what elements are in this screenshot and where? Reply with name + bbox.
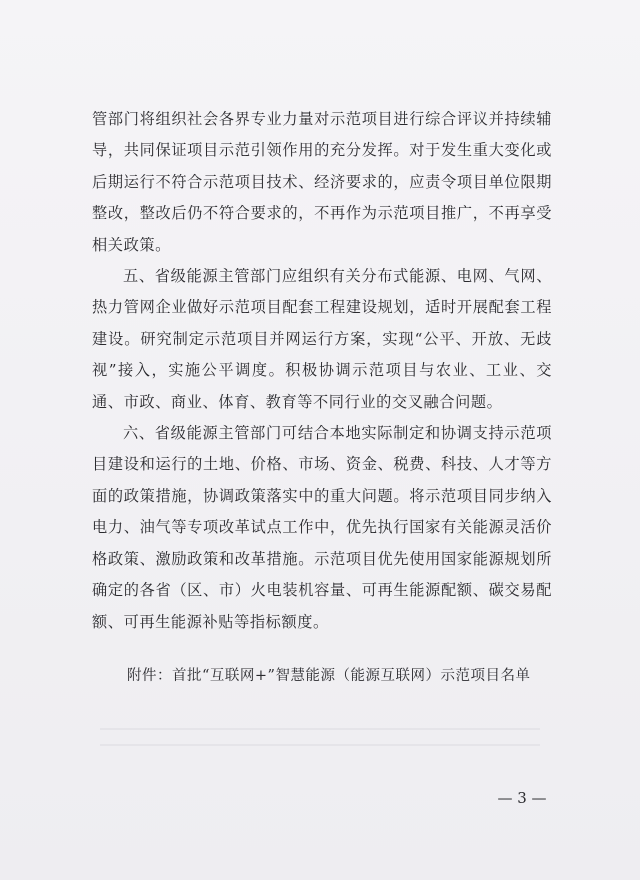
paragraph-item-six: 六、省级能源主管部门可结合本地实际制定和协调支持示范项目建设和运行的土地、价格、市场、资金、税费、科技、人才等方面的政策措施，协调政策落实中的重大问题。将示范项目同步纳入电力、油气等专项改革试点工作中，优先执行国家有关能源灵活价格政策、激励政策和改革措施。示范项目优先使用国家能源规划所确定的各省（区、市）火电装机容量、可再生能源配额、碳交易配额、可再生能源补贴等指标额度。 — [92, 424, 552, 631]
page-number: — 3 — — [497, 789, 547, 807]
bleed-through-line — [100, 728, 540, 730]
paragraph-continuation: 管部门将组织社会各界专业力量对示范项目进行综合评议并持续辅导，共同保证项目示范引领作用的充分发挥。对于发生重大变化或后期运行不符合示范项目技术、经济要求的，应责令项目单位限期整改，整改后仍不符合要求的，不再作为示范项目推广，不再享受相关政策。 — [92, 110, 552, 254]
document-body — [92, 104, 552, 638]
attachment-line: 附件：首批“互联网+”智慧能源（能源互联网）示范项目名单 — [127, 668, 531, 684]
paragraph-item-five: 五、省级能源主管部门应组织有关分布式能源、电网、气网、热力管网企业做好示范项目配套工程建设规划，适时开展配套工程建设。研究制定示范项目并网运行方案，实现“公平、开放、无歧视”接入，实施公平调度。积极协调示范项目与农业、工业、交通、市政、商业、体育、教育等不同行业的交叉融合问题。 — [92, 267, 552, 411]
bleed-through-line — [100, 744, 540, 746]
